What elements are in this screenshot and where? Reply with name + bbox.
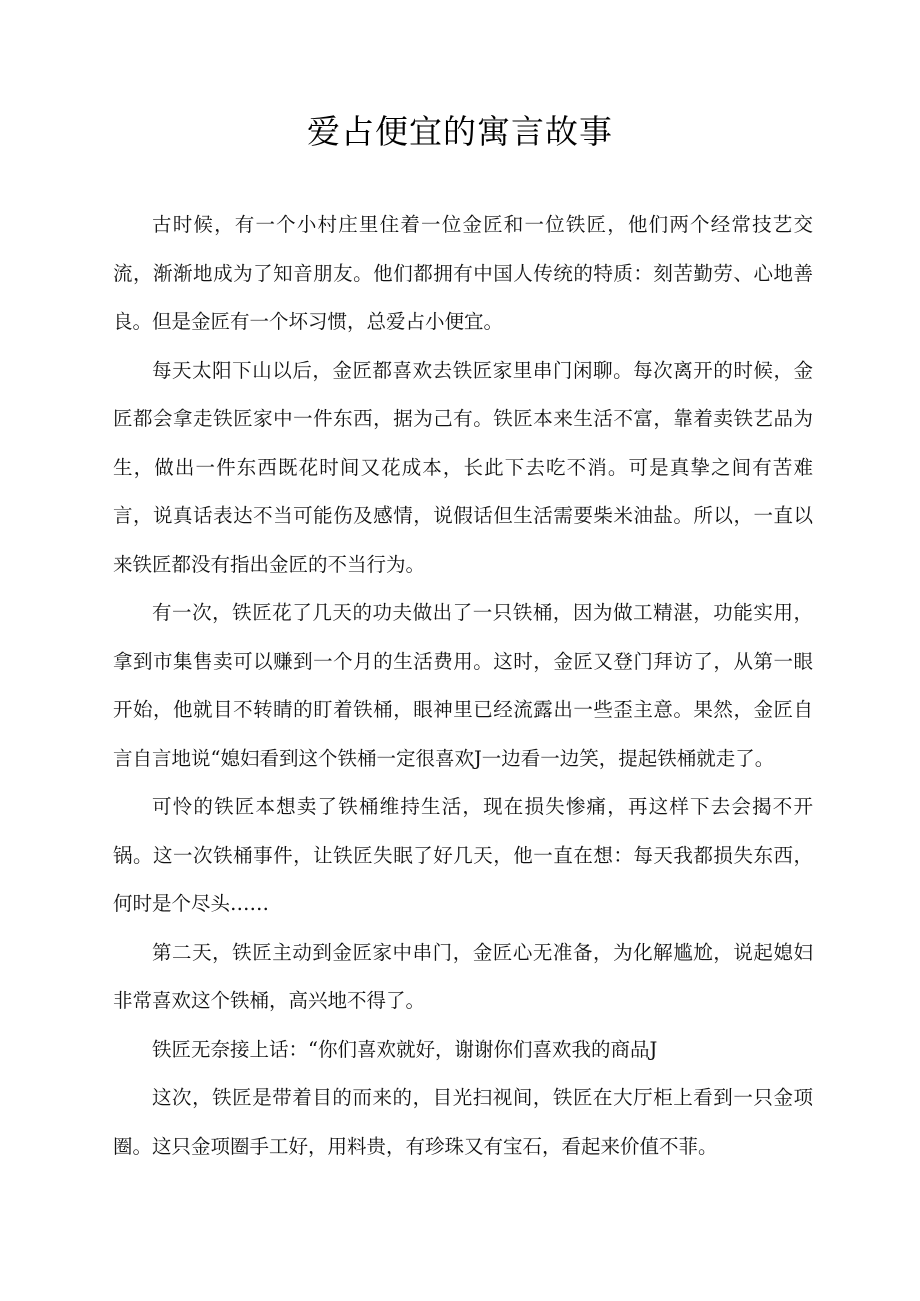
- paragraph-7: 这次，铁匠是带着目的而来的，目光扫视间，铁匠在大厅柜上看到一只金项圈。这只金项圈手工好，用料贵，有珍珠又有宝石，看起来价值不菲。: [113, 1086, 813, 1158]
- document-body: [113, 201, 813, 1171]
- document-title: 爱占便宜的寓言故事: [307, 112, 613, 151]
- paragraph-1: 古时候，有一个小村庄里住着一位金匠和一位铁匠，他们两个经常技艺交流，渐渐地成为了知音朋友。他们都拥有中国人传统的特质：刻苦勤劳、心地善良。但是金匠有一个坏习惯，总爱占小便宜。: [113, 213, 813, 333]
- paragraph-3: 有一次，铁匠花了几天的功夫做出了一只铁桶，因为做工精湛，功能实用，拿到市集售卖可以赚到一个月的生活费用。这时，金匠又登门拜访了，从第一眼开始，他就目不转睛的盯着铁桶，眼神里已经流露出一些歪主意。果然，金匠自言自言地说“媳妇看到这个铁桶一定很喜欢J一边看一边笑，提起铁桶就走了。: [113, 601, 813, 770]
- paragraph-5: 第二天，铁匠主动到金匠家中串门，金匠心无准备，为化解尴尬，说起媳妇非常喜欢这个铁桶，高兴地不得了。: [113, 940, 813, 1012]
- paragraph-6: 铁匠无奈接上话：“你们喜欢就好，谢谢你们喜欢我的商品J: [152, 1037, 658, 1061]
- paragraph-2: 每天太阳下山以后，金匠都喜欢去铁匠家里串门闲聊。每次离开的时候，金匠都会拿走铁匠家中一件东西，据为己有。铁匠本来生活不富，靠着卖铁艺品为生，做出一件东西既花时间又花成本，长此下去吃不消。可是真挚之间有苦难言，说真话表达不当可能伤及感情，说假话但生活需要柴米油盐。所以，一直以来铁匠都没有指出金匠的不当行为。: [113, 358, 813, 576]
- paragraph-4: 可怜的铁匠本想卖了铁桶维持生活，现在损失惨痛，再这样下去会揭不开锅。这一次铁桶事件，让铁匠失眠了好几天，他一直在想：每天我都损失东西，何时是个尽头……: [113, 795, 813, 915]
